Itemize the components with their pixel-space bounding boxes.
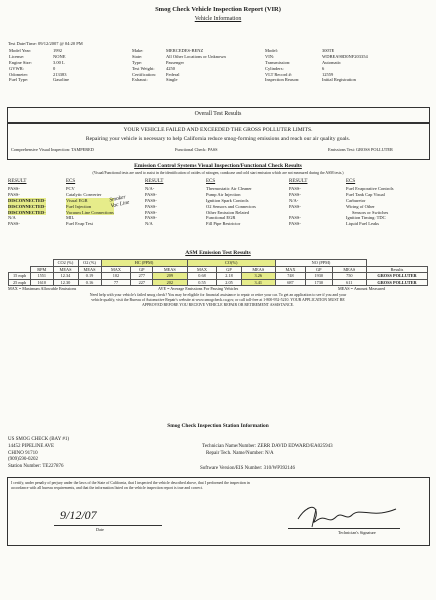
asm-cell: 77: [101, 279, 131, 286]
ecs-result: PASS-: [145, 191, 157, 197]
vehicle-label: GVWR:: [9, 65, 24, 71]
ecs-result: N/A: [145, 221, 153, 227]
station-city: CHINO 91710: [8, 450, 38, 456]
ecs-item: Ignition Spark Controls: [206, 197, 249, 203]
station-phone: (909)590-0202: [8, 457, 38, 463]
vehicle-label: Model:: [265, 48, 278, 53]
asm-col-header: Results: [367, 266, 428, 273]
vehicle-label: Cylinders:: [265, 65, 284, 71]
comprehensive-visual: Comprehensive Visual Inspection: TAMPERED: [11, 147, 94, 152]
asm-col-header: MEAS: [241, 266, 275, 273]
ecs-items-2: [206, 186, 256, 227]
col-header-ecs-3: ECS: [346, 179, 356, 184]
asm-group-header-row: [9, 260, 428, 267]
ecs-result: PASS-: [289, 215, 301, 221]
overall-header: Overall Test Results: [194, 111, 242, 117]
technician-signature: [286, 499, 406, 529]
emissions-test: Emissions Test: GROSS POLLUTER: [328, 147, 393, 152]
legend-ave: AVE = Average Emissions For Passing Vehicles: [158, 286, 239, 291]
overall-verdict: YOUR VEHICLE FAILED AND EXCEEDED THE GROSS POLLUTER LIMITS.: [123, 127, 313, 133]
asm-col-header: MEAS: [53, 266, 78, 273]
ecs-results-3: [289, 186, 301, 227]
vehicle-value: NONE: [53, 53, 66, 59]
report-title: Smog Check Vehicle Inspection Report (VIR): [155, 6, 281, 13]
asm-group-co: CO(%): [187, 260, 275, 267]
asm-group-no: NO (PPM): [276, 260, 367, 267]
asm-cell: 202: [153, 279, 187, 286]
ecs-result: DISCONNECTED-: [8, 203, 46, 209]
ecs-result: PASS-: [289, 191, 301, 197]
help-text-line-3: APPROVED BEFORE YOU RECEIVE VEHICLE REPAIR OR RETIREMENT ASSISTANCE.: [142, 303, 294, 307]
ecs-item: Fuel Evaporative Controls: [346, 186, 394, 191]
asm-col-header: MAX: [101, 266, 131, 273]
signed-date: 9/12/07: [60, 508, 97, 522]
asm-cell: 1730: [305, 279, 332, 286]
asm-mode: 15 mph: [9, 273, 31, 280]
ecs-item: Ignition Timing: TDC: [346, 215, 386, 221]
col-header-ecs-2: ECS: [206, 179, 216, 184]
certify-line-1: I certify, under penalty of perjury under the laws of the State of California, that I inspected the vehicle described above, that I performed the inspection in: [11, 481, 250, 485]
vehicle-label: Model Year:: [9, 48, 32, 53]
test-datetime: Test Date/Time: 09/12/2007 @ 04:20 PM: [8, 41, 83, 46]
asm-cell: 0.16: [78, 279, 101, 286]
asm-cell: 102: [101, 273, 131, 280]
ecs-item: Functional EGR: [206, 215, 236, 221]
vehicle-value: All Other Locations or Unknown: [166, 53, 226, 59]
ecs-result: PASS-: [289, 221, 301, 227]
ecs-result: N/A-: [289, 197, 299, 203]
asm-cell: 611: [332, 279, 366, 286]
repair-tech: Repair Tech. Name/Number: N/A: [206, 451, 274, 456]
ecs-result: PASS-: [289, 203, 301, 209]
station-number: Station Number: TE227876: [8, 464, 64, 470]
vehicle-value: 300TE: [322, 48, 335, 53]
vehicle-value: Single: [166, 77, 178, 83]
asm-result: GROSS POLLUTER: [367, 279, 428, 286]
asm-header: ASM Emission Test Results: [185, 250, 251, 256]
emission-header: Emission Control Systems Visual Inspection/Functional Check Results: [134, 163, 302, 169]
asm-col-header: MEAS: [153, 266, 187, 273]
asm-col-header: MEAS: [78, 266, 101, 273]
asm-mode: 25 mph: [9, 279, 31, 286]
ecs-result: N/A: [8, 215, 16, 221]
asm-group-hc: HC (PPM): [101, 260, 187, 267]
col-header-result-2: RESULT: [145, 179, 164, 184]
asm-cell: 1930: [305, 273, 332, 280]
asm-cell: 12.34: [53, 273, 78, 280]
vehicle-value: 3.00 L: [53, 59, 65, 65]
ecs-item: Pump Air Injection: [206, 191, 241, 197]
asm-cell: 227: [131, 279, 153, 286]
vehicle-value: 1992: [53, 48, 62, 53]
vehicle-label: Transmission:: [265, 59, 291, 65]
asm-col-header: MAX: [276, 266, 306, 273]
asm-cell: 0.19: [78, 273, 101, 280]
vehicle-value: WDBEA90D0NF203354: [322, 53, 368, 59]
ecs-item: Wiring of Other: [346, 203, 375, 209]
ecs-result: PASS-: [8, 186, 20, 191]
asm-cell: 209: [153, 273, 187, 280]
asm-group-co2: CO2 (%): [53, 260, 78, 267]
ecs-item: O2 Sensors and Connectors: [206, 203, 256, 209]
vehicle-value: 12559: [322, 71, 334, 77]
vehicle-value: Federal: [166, 71, 180, 77]
vehicle-info-header: Vehicle Information: [194, 16, 242, 22]
ecs-result: PASS-: [8, 191, 20, 197]
date-line: [54, 525, 162, 526]
vehicle-label: Fuel Type:: [9, 77, 29, 83]
asm-column-header-row: [9, 266, 428, 273]
asm-cell: 3.26: [241, 273, 275, 280]
asm-col-header: GP: [217, 266, 241, 273]
vehicle-value: 6: [322, 65, 325, 71]
asm-cell: 12.30: [53, 279, 78, 286]
col-header-ecs-1: ECS: [66, 179, 76, 184]
ecs-result: PASS-: [145, 209, 157, 215]
asm-cell: 748: [276, 273, 306, 280]
vehicle-values-2: [166, 48, 226, 83]
ecs-items-1: [66, 186, 114, 227]
asm-cell: 0.55: [187, 279, 217, 286]
vehicle-labels-1: [9, 48, 32, 83]
vehicle-value: Automatic: [322, 59, 341, 65]
functional-check: Functional Check: PASS: [175, 147, 218, 152]
vehicle-label: Exhaust:: [132, 77, 148, 83]
vehicle-label: Type:: [132, 59, 143, 65]
legend-meas: MEAS = Amount Measured: [338, 286, 386, 291]
vehicle-values-3: [322, 48, 368, 83]
col-header-result-3: RESULT: [289, 179, 308, 184]
ecs-item: Other Emission Related: [206, 209, 249, 215]
station-name: US SMOG CHECK (BAY #1): [8, 437, 70, 442]
ecs-item: Catalytic Converter: [66, 191, 102, 197]
asm-row-15mph: [9, 273, 428, 280]
ecs-result: PASS-: [289, 186, 301, 191]
vehicle-label: License:: [9, 53, 25, 59]
asm-col-header: MEAS: [332, 266, 366, 273]
ecs-item: Fuel Evap Test: [66, 221, 93, 227]
ecs-items-3: [346, 186, 394, 227]
asm-cell: 2.18: [217, 273, 241, 280]
col-header-result-1: RESULT: [8, 179, 27, 184]
ecs-item: MIL: [66, 215, 75, 221]
vehicle-value: 4250: [166, 65, 175, 71]
ecs-result: PASS-: [145, 197, 157, 203]
asm-col-header: GP: [131, 266, 153, 273]
ecs-item: Liquid Fuel Leaks: [346, 221, 379, 227]
ecs-results-1: [8, 186, 46, 227]
vehicle-label: State:: [132, 53, 143, 59]
vehicle-value: Gasoline: [53, 77, 69, 83]
asm-cell: 687: [276, 279, 306, 286]
vehicle-label: VLT Record #:: [265, 71, 292, 77]
vehicle-label: Make:: [132, 48, 144, 53]
vehicle-value: Initial Registration: [322, 77, 356, 83]
ecs-item: Fuel Tank Cap Visual: [346, 191, 385, 197]
ecs-results-2: [145, 186, 157, 227]
legend-max: MAX = Maximum Allowable Emissions: [8, 286, 77, 291]
asm-cell: 2.05: [217, 279, 241, 286]
ecs-result: PASS-: [8, 221, 20, 227]
asm-cell: 1551: [31, 273, 54, 280]
vehicle-value: 0: [53, 65, 56, 71]
ecs-result: DISCONNECTED-: [8, 209, 46, 215]
station-header: Smog Check Inspection Station Information: [167, 423, 269, 429]
asm-row-25mph: [9, 279, 428, 286]
ecs-item: Visual EGR: [66, 198, 114, 204]
vehicle-label: Odometer:: [9, 71, 29, 77]
asm-results-table: [8, 259, 428, 286]
vehicle-label: Engine Size:: [9, 59, 32, 65]
asm-result: GROSS POLLUTER: [367, 273, 428, 280]
date-label: Date: [96, 527, 104, 532]
ecs-result: N/A-: [145, 186, 155, 191]
station-street: 14452 PIPELINE AVE: [8, 443, 55, 449]
vehicle-value: MERCEDES-BENZ: [166, 48, 204, 53]
overall-message: Repairing your vehicle is necessary to help California reduce smog-forming emissions and reach our air quality goals.: [85, 136, 351, 142]
vehicle-values-1: [53, 48, 69, 83]
vehicle-label: Test Weight:: [132, 65, 155, 71]
emission-subnote: (Visual/Functional tests are used to assist in the identification of oxides of nitrogen, crankcase and cold start emission which are not measured during the ASM tests.): [92, 171, 344, 175]
asm-cell: 277: [131, 273, 153, 280]
ecs-item: Sensors or Switches: [352, 209, 389, 215]
certify-line-2: accordance with all bureau requirements, and that the information listed on the vehicle inspection report is true and correct.: [11, 486, 203, 490]
ecs-result: PASS-: [145, 215, 157, 221]
handwritten-note: Smoker Vac Line: [108, 194, 130, 209]
vehicle-label: Inspection Reason:: [265, 77, 300, 83]
vehicle-labels-2: [132, 48, 156, 83]
ecs-item: Fill Pipe Restrictor: [206, 221, 241, 227]
station-address-block: [8, 437, 69, 471]
ecs-item: Carburetor: [346, 197, 366, 203]
ecs-item: Fuel Injection: [66, 204, 114, 210]
asm-cell: 0.68: [187, 273, 217, 280]
vehicle-value: Passenger: [166, 59, 184, 65]
help-text-line-1: Need help with your vehicle's failed smog check? You may be eligible for financial assistance to repair or retire your car. To get an application to see if you and your: [89, 293, 347, 297]
ecs-item: Thermostatic Air Cleaner: [206, 186, 252, 191]
vehicle-value: 213383: [53, 71, 67, 77]
signature-label: Technician's Signature: [338, 530, 376, 535]
vehicle-label: Certification:: [132, 71, 156, 77]
asm-cell: 1610: [31, 279, 54, 286]
technician-name: Technician Name/Number: ZERR DAVID EDWARD/EA025943: [202, 444, 333, 449]
asm-col-header: MAX: [187, 266, 217, 273]
vehicle-label: VIN:: [265, 53, 275, 59]
ecs-result: PASS-: [145, 203, 157, 209]
ecs-item: PCV: [66, 186, 75, 191]
ecs-item: Vacuum Line Connections: [66, 209, 114, 215]
ecs-result: DISCONNECTED-: [8, 197, 46, 203]
asm-group-o2: O2 (%): [78, 260, 101, 267]
asm-cell: 750: [332, 273, 366, 280]
asm-col-header: GP: [305, 266, 332, 273]
software-version: Software Version/EIS Number: 310/WP392146: [200, 466, 296, 471]
asm-cell: 3.41: [241, 279, 275, 286]
vehicle-labels-3: [265, 48, 299, 83]
asm-col-header: RPM: [31, 266, 54, 273]
help-text-line-2: vehicle qualify, visit the Bureau of Automotive Repair's website at www.smogcheck.ca.gov, or call toll-free at 1-800-952-5210. YOUR APPLICATION MUST BE: [91, 298, 345, 302]
signature-line: [288, 528, 400, 529]
